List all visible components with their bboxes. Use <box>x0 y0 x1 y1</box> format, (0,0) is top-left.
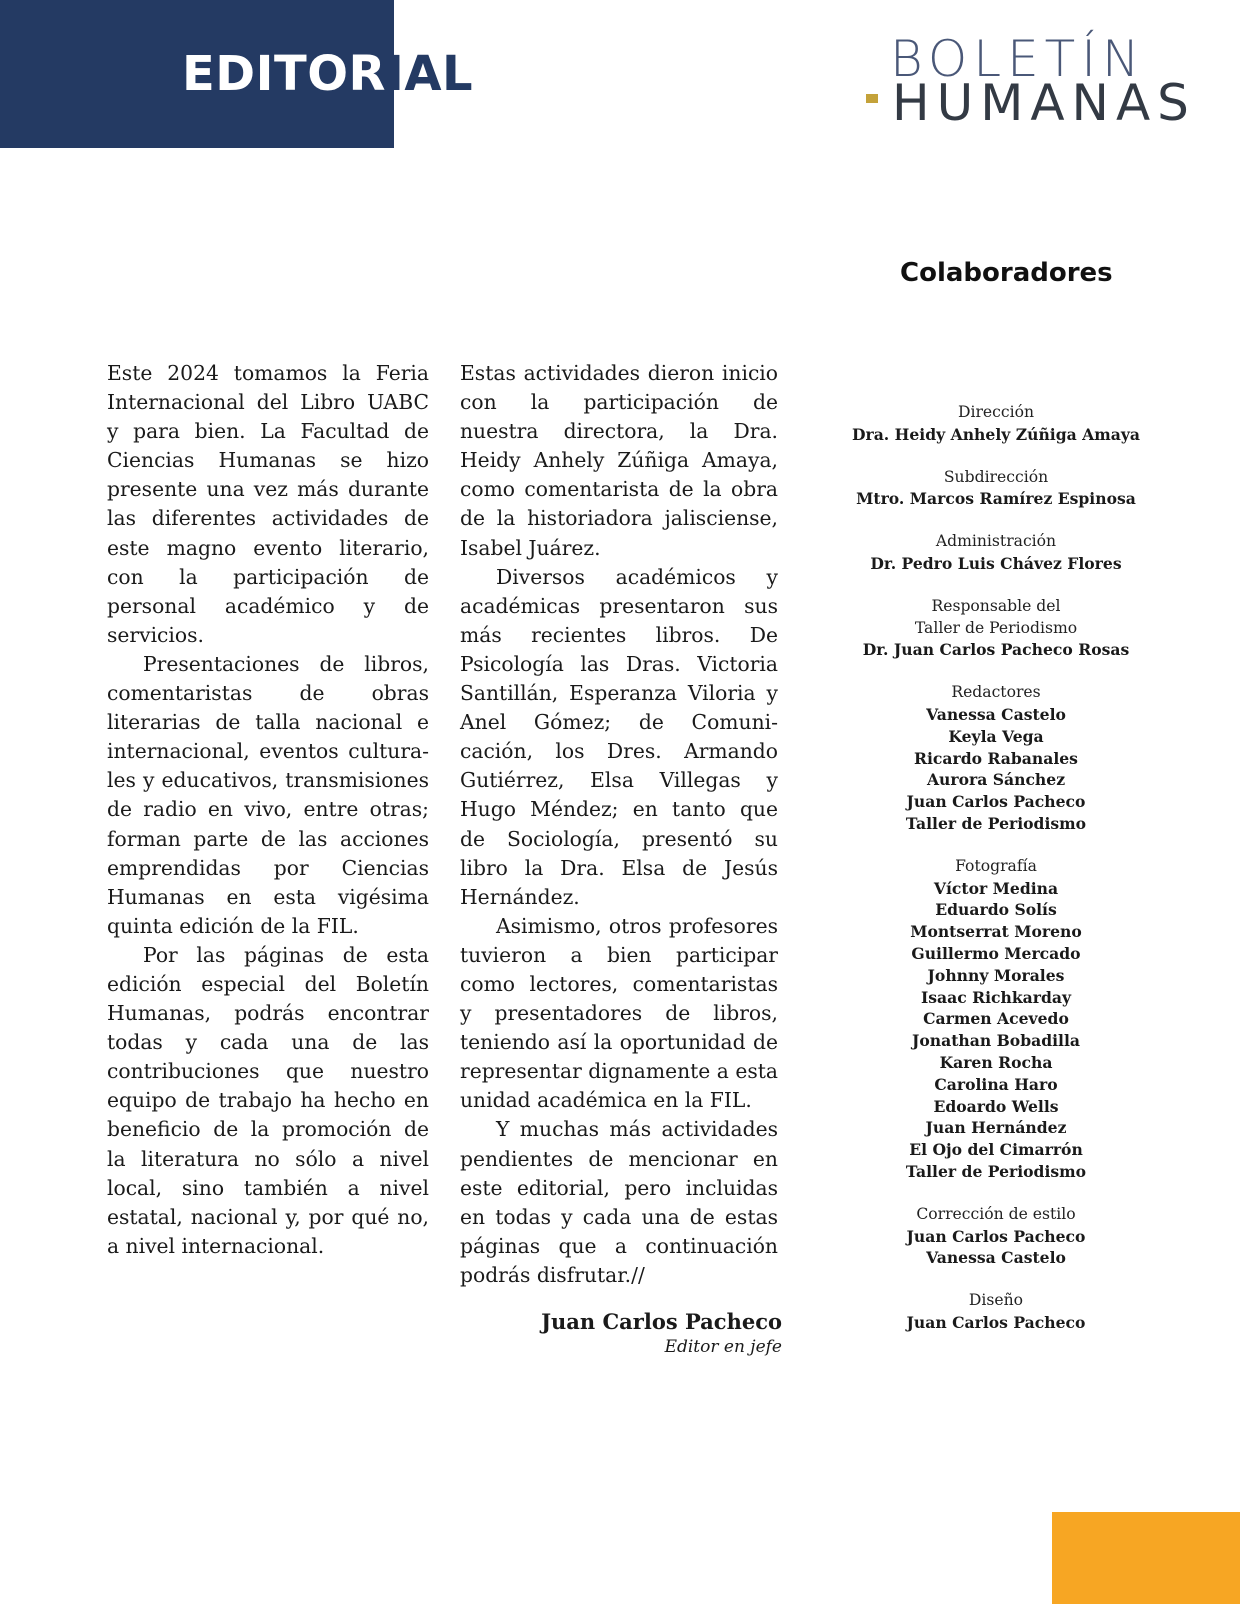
editor-signature <box>460 1308 782 1358</box>
credit-name: Mtro. Marcos Ramírez Espinosa <box>856 489 1136 509</box>
credit-role: Fotografía <box>955 856 1037 875</box>
credit-name: Carolina Haro <box>934 1074 1058 1094</box>
article-paragraph: Por las páginas de esta edición especial del Boletín Humanas, podrás encontrar todas y cada una de las contribuciones que nuestro equipo de trabajo ha hecho en beneficio de la promoción de la literatura no sólo a nivel local, sino también a nivel estatal, nacional y, por qué no, a nivel internacional. <box>107 942 429 1258</box>
credit-name: Johnny Morales <box>927 965 1065 985</box>
credit-role: Redactores <box>951 683 1041 702</box>
credit-name: Keyla Vega <box>948 726 1044 746</box>
credit-name: Karen Rocha <box>939 1052 1053 1072</box>
credit-role: Diseño <box>968 1291 1024 1310</box>
credit-name: Isaac Richkarday <box>920 987 1072 1007</box>
credit-group <box>846 1290 1146 1334</box>
page-title-part-white: EDITOR <box>182 46 386 102</box>
page-title-part-dark: IAL <box>386 46 474 102</box>
logo-bottom-text: HUMANAS <box>892 74 1196 132</box>
credit-group <box>846 467 1146 511</box>
credit-name: Aurora Sánchez <box>926 770 1066 790</box>
logo-top-text: BOLETÍN <box>890 30 1146 88</box>
credit-role: Administración <box>935 532 1057 551</box>
credit-role: Taller de Periodismo <box>914 618 1078 637</box>
signature-role: Editor en jefe <box>664 1337 782 1357</box>
credit-name: Eduardo Solís <box>935 900 1057 920</box>
article-paragraph: Estas actividades dieron inicio con la participación de nuestra directora, la Dra. Heidy Anhely Zúñiga Amaya, como comentarista de la obra de la historiadora jalisciense, Isabel Juárez. <box>460 361 778 560</box>
page-title <box>182 44 473 104</box>
logo-mark-icon <box>866 94 878 103</box>
credit-name: Taller de Periodismo <box>905 813 1087 833</box>
credit-name: Montserrat Moreno <box>910 922 1082 942</box>
credit-name: Dr. Juan Carlos Pacheco Rosas <box>862 640 1130 660</box>
credit-name: Víctor Medina <box>933 878 1059 898</box>
credit-group <box>846 1204 1146 1269</box>
credit-name: Juan Carlos Pacheco <box>906 1226 1086 1246</box>
credit-name: Carmen Acevedo <box>923 1009 1069 1029</box>
credit-name: Taller de Periodismo <box>905 1161 1087 1181</box>
credit-name: Juan Hernández <box>925 1118 1067 1138</box>
credit-role: Subdirección <box>943 467 1049 486</box>
colaboradores-list <box>846 402 1146 1355</box>
credit-name: Ricardo Rabanales <box>914 748 1078 768</box>
credit-role: Responsable del <box>931 596 1061 615</box>
credit-name: Vanessa Castelo <box>926 704 1066 724</box>
article-column-1 <box>107 359 429 1261</box>
credit-role: Dirección <box>957 403 1035 421</box>
credit-name: Dr. Pedro Luis Chávez Flores <box>870 553 1122 573</box>
credit-group <box>846 531 1146 575</box>
signature-name: Juan Carlos Pacheco <box>541 1309 782 1334</box>
credit-name: Juan Carlos Pacheco <box>906 1312 1086 1332</box>
article-column-2 <box>460 359 778 1290</box>
credit-group <box>846 596 1146 661</box>
credit-role: Corrección de estilo <box>916 1204 1076 1223</box>
credit-name: Dra. Heidy Anhely Zúñiga Amaya <box>851 424 1141 444</box>
credit-name: Vanessa Castelo <box>926 1248 1066 1268</box>
article-paragraph: Asimismo, otros profesores tuvieron a bien participar como lectores, comentaristas y presentadores de libros, teniendo así la oportunidad de representar dignamente a esta unidad académica en la FIL. <box>460 913 778 1113</box>
decorative-orange-block <box>1052 1512 1240 1604</box>
article-paragraph: Y muchas más actividades pendientes de mencionar en este editorial, pero incluidas en todas y cada una de estas páginas que a continuación podrás disfrutar.// <box>460 1117 778 1287</box>
article-paragraph: Este 2024 tomamos la Feria Internacional del Libro UABC y para bien. La Facultad de Ciencias Humanas se hizo presente una vez más durante las diferentes actividades de este magno evento literario, con la participación de personal académico y de servicios. <box>107 361 429 647</box>
article-paragraph: Diversos académicos y académicas presentaron sus más recientes libros. De Psicología las Dras. Victoria Santillán, Esperanza Viloria y Anel Gómez; de Comunicación, los Dres. Armando Gutiérrez, Elsa Villegas y Hugo Méndez; en tanto que de Sociología, presentó su libro la Dra. Elsa de Jesús Hernández. <box>460 564 778 909</box>
credit-name: Guillermo Mercado <box>911 943 1081 963</box>
credit-group <box>846 856 1146 1183</box>
article-paragraph: Presentaciones de libros, comentaristas de obras literarias de talla nacional e internacional, eventos culturales y educativos, transmisiones de radio en vivo, entre otras; forman parte de las acciones emprendidas por Ciencias Humanas en esta vigésima quinta edición de la FIL. <box>107 651 429 938</box>
credit-name: Jonathan Bobadilla <box>912 1031 1080 1051</box>
boletin-humanas-logo <box>862 30 1196 132</box>
colaboradores-heading: Colaboradores <box>900 258 1113 288</box>
credit-group <box>846 682 1146 835</box>
credit-name: Edoardo Wells <box>933 1096 1059 1116</box>
credit-group <box>846 402 1146 446</box>
credit-name: El Ojo del Cimarrón <box>909 1140 1083 1160</box>
credit-name: Juan Carlos Pacheco <box>906 792 1086 812</box>
